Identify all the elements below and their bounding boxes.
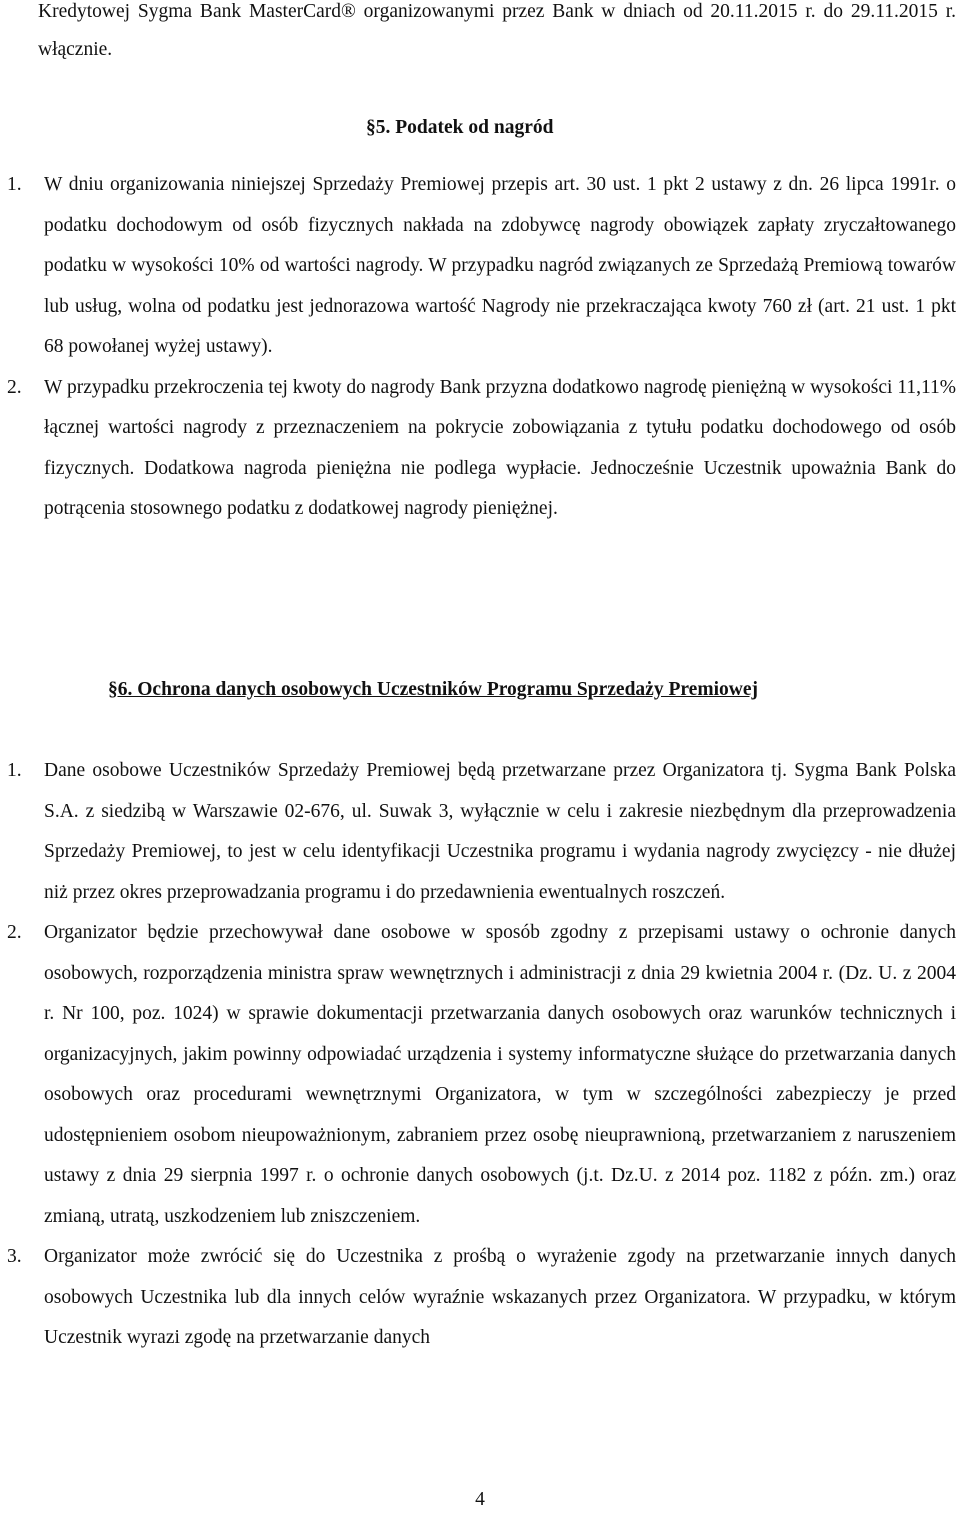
list-item	[0, 368, 960, 530]
list-item	[0, 913, 960, 1237]
section-6-list	[0, 751, 960, 1359]
list-item-text: Dane osobowe Uczestników Sprzedaży Premiowej będą przetwarzane przez Organizatora tj. Sygma Bank Polska S.A. z siedzibą w Warszawie 02-676, ul. Suwak 3, wyłącznie w celu i zakresie niezbędnym dla przeprowadzenia Sprzedaży Premiowej, to jest w celu identyfikacji Uczestnika programu i wydania nagrody zwycięzcy - nie dłużej niż przez okres przeprowadzania programu i do przedawnienia ewentualnych roszczeń.	[44, 760, 956, 903]
list-item-number: 2.	[7, 922, 22, 943]
page-number: 4	[475, 1489, 485, 1510]
list-item	[0, 1237, 960, 1359]
list-item-text: W przypadku przekroczenia tej kwoty do nagrody Bank przyzna dodatkowo nagrodę pieniężną w wysokości 11,11% łącznej wartości nagrody z przeznaczeniem na pokrycie zobowiązania z tytułu podatku dochodowego od osób fizycznych. Dodatkowa nagroda pieniężna nie podlega wypłacie. Jednocześnie Uczestnik upoważnia Bank do potrącenia stosownego podatku z dodatkowej nagrody pieniężnej.	[44, 376, 956, 519]
list-item	[0, 751, 960, 913]
section-5-heading: §5. Podatek od nagród	[366, 117, 554, 138]
list-item-text: Organizator może zwrócić się do Uczestnika z prośbą o wyrażenie zgody na przetwarzanie innych danych osobowych Uczestnika lub dla innych celów wyraźnie wskazanych przez Organizatora. W przypadku, w którym Uczestnik wyrazi zgodę na przetwarzanie danych	[44, 1246, 956, 1348]
section-5-list	[0, 165, 960, 530]
list-item-number: 2.	[7, 376, 22, 398]
list-item-number: 3.	[7, 1246, 22, 1267]
list-item-number: 1.	[7, 174, 22, 195]
list-item	[0, 165, 960, 368]
list-item-text: Organizator będzie przechowywał dane osobowe w sposób zgodny z przepisami ustawy o ochronie danych osobowych, rozporządzenia ministra spraw wewnętrznych i administracji z dnia 29 kwietnia 2004 r. (Dz. U. z 2004 r. Nr 100, poz. 1024) w sprawie dokumentacji przetwarzania danych osobowych oraz warunków technicznych i organizacyjnych, jakim powinny odpowiadać urządzenia i systemy informatyczne służące do przetwarzania danych osobowych oraz procedurami wewnętrznymi Organizatora, w tym w szczególności zabezpieczy je przed udostępnieniem osobom nieupoważnionym, zabraniem przez osobę nieuprawnioną, przetwarzaniem z naruszeniem ustawy z dnia 29 sierpnia 1997 r. o ochronie danych osobowych (j.t. Dz.U. z 2014 poz. 1182 z późn. zm.) oraz zmianą, utratą, uszkodzeniem lub zniszczeniem.	[44, 922, 956, 1227]
list-item-text: W dniu organizowania niniejszej Sprzedaży Premiowej przepis art. 30 ust. 1 pkt 2 ustawy z dn. 26 lipca 1991r. o podatku dochodowym od osób fizycznych nakłada na zdobywcę nagrody obowiązek zapłaty zryczałtowanego podatku w wysokości 10% od wartości nagrody. W przypadku nagród związanych ze Sprzedażą Premiową towarów lub usług, wolna od podatku jest jednorazowa wartość Nagrody nie przekraczająca kwoty 760 zł (art. 21 ust. 1 pkt 68 powołanej wyżej ustawy).	[44, 174, 956, 357]
list-item-number: 1.	[7, 760, 22, 781]
intro-paragraph: Kredytowej Sygma Bank MasterCard® organizowanymi przez Bank w dniach od 20.11.2015 r. do 29.11.2015 r. włącznie.	[38, 1, 956, 60]
section-6-heading: §6. Ochrona danych osobowych Uczestników Programu Sprzedaży Premiowej	[108, 679, 758, 700]
